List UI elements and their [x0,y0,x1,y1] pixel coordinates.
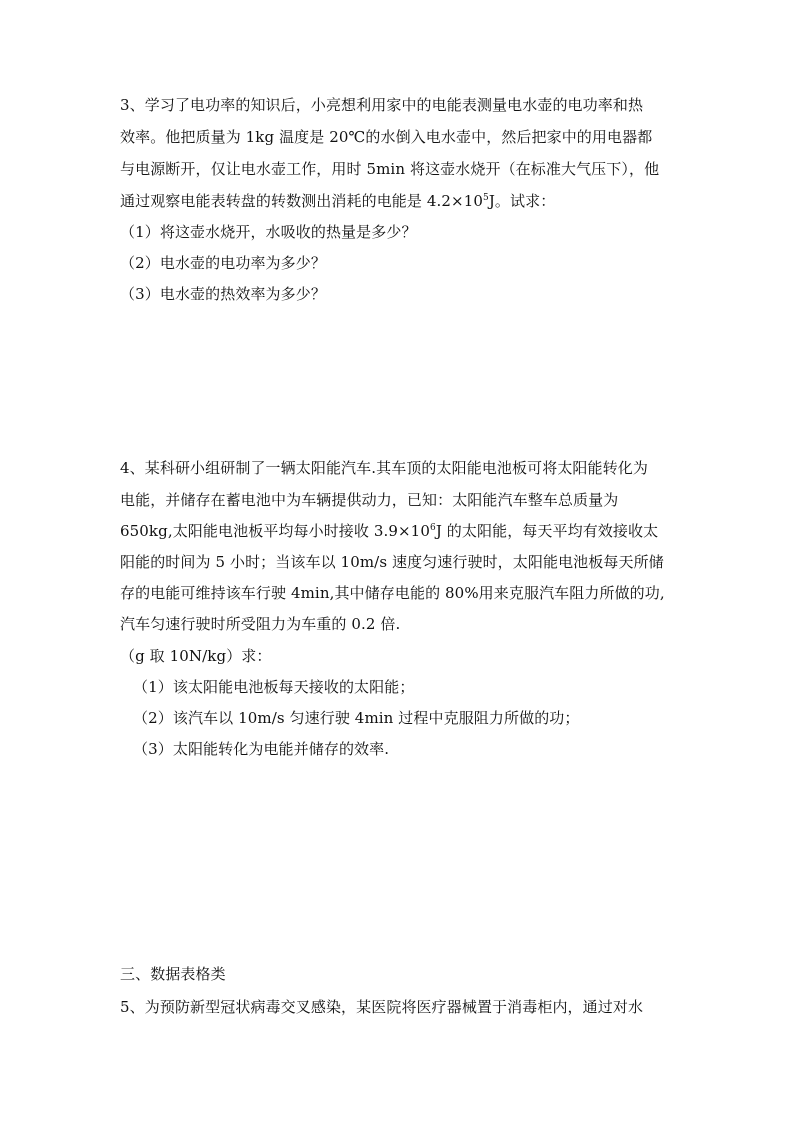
q3-line-4 [120,191,555,211]
q4-line-4: 阳能的时间为 5 小时；当该车以 10m/s 速度匀速行驶时，太阳能电池板每天所储 [120,553,664,571]
q4-line-5: 存的电能可维持该车行驶 4min,其中储存电能的 80%用来克服汽车阻力所做的功, [120,584,665,602]
q4-subquestion-2: （2）该汽车以 10m/s 匀速行驶 4min 过程中克服阻力所做的功； [133,709,580,727]
q4-line-6: 汽车匀速行驶时所受阻力为车重的 0.2 倍. [120,615,401,633]
q5-line-1: 5、为预防新型冠状病毒交叉感染，某医院将医疗器械置于消毒柜内，通过对水 [120,998,644,1016]
q3-line-2: 效率。他把质量为 1kg 温度是 20℃的水倒入电水壶中，然后把家中的用电器都 [120,128,653,146]
q4-line-7: （g 取 10N/kg）求： [120,647,272,665]
q3-exponent: 5 [482,193,489,203]
q4-line-2: 电能，并储存在蓄电池中为车辆提供动力，已知：太阳能汽车整车总质量为 [120,491,619,509]
q3-line-4-suffix: J。试求： [488,192,556,210]
q3-subquestion-1: （1）将这壶水烧开，水吸收的热量是多少？ [120,223,417,241]
q4-line-3-prefix: 650kg,太阳能电池板平均每小时接收 3.9×10 [120,522,430,540]
q4-subquestion-1: （1）该太阳能电池板每天接收的太阳能； [133,678,415,696]
q3-line-3: 与电源断开，仅让电水壶工作，用时 5min 将这壶水烧开（在标准大气压下），他 [120,160,660,178]
q4-line-3-suffix: J 的太阳能，每天平均有效接收太 [435,522,659,540]
section-heading: 三、数据表格类 [120,965,226,983]
q3-subquestion-2: （2）电水壶的电功率为多少？ [120,254,326,272]
q4-line-1: 4、某科研小组研制了一辆太阳能汽车.其车顶的太阳能电池板可将太阳能转化为 [120,459,648,477]
q3-line-4-prefix: 通过观察电能表转盘的转数测出消耗的电能是 4.2×10 [120,192,483,210]
q4-subquestion-3: （3）太阳能转化为电能并储存的效率. [133,740,390,758]
q4-line-3 [120,521,658,541]
q4-exponent: 6 [429,523,436,533]
q3-line-1: 3、学习了电功率的知识后，小亮想利用家中的电能表测量电水壶的电功率和热 [120,96,644,114]
q3-subquestion-3: （3）电水壶的热效率为多少？ [120,285,326,303]
